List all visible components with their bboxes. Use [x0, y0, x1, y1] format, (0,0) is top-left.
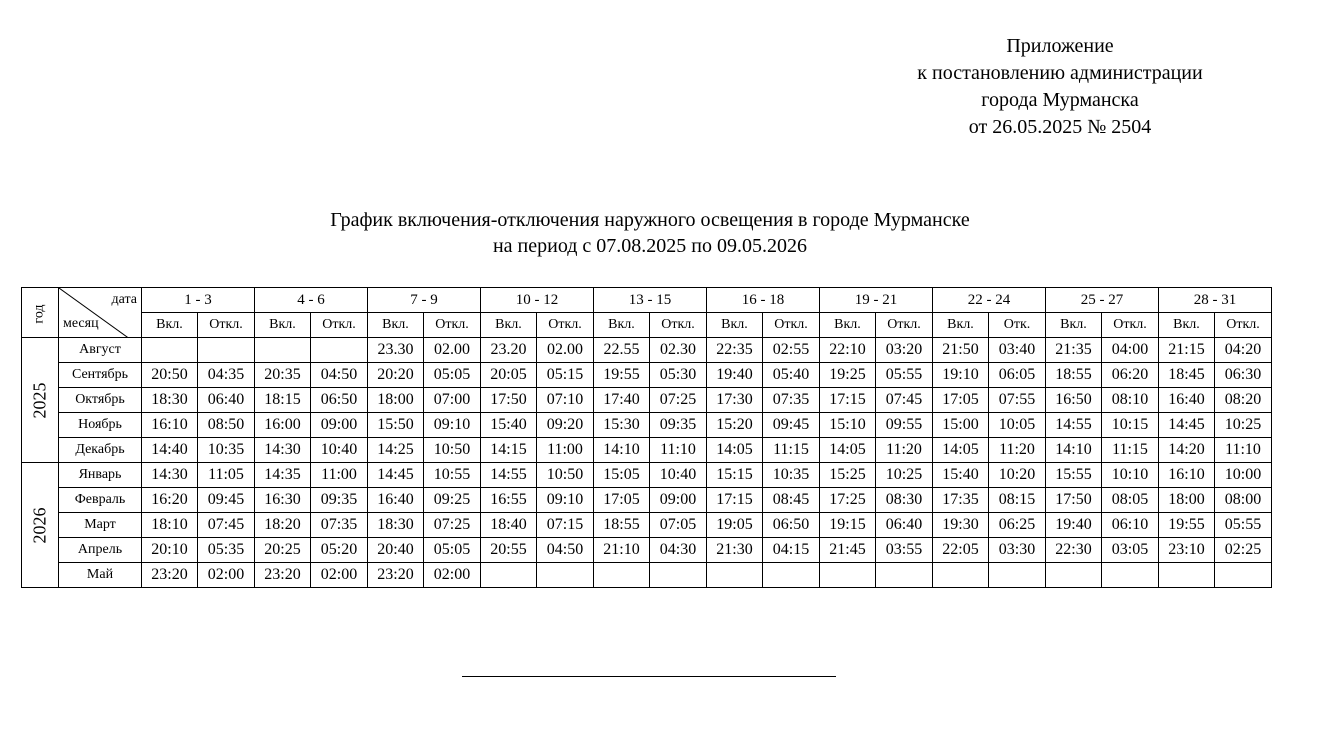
table-row [22, 463, 1272, 488]
on-time-cell: 14:05 [707, 438, 763, 463]
off-time-cell: 08:15 [989, 488, 1046, 513]
off-time-cell: 10:50 [424, 438, 481, 463]
off-time-cell: 07:35 [763, 388, 820, 413]
month-name-cell: Декабрь [59, 438, 142, 463]
on-time-header: Вкл. [1159, 313, 1215, 338]
year-cell [22, 463, 59, 588]
off-time-cell: 11:05 [198, 463, 255, 488]
off-time-cell: 09:45 [198, 488, 255, 513]
off-time-cell: 07:15 [537, 513, 594, 538]
off-time-cell: 07:10 [537, 388, 594, 413]
on-time-cell: 20:10 [142, 538, 198, 563]
date-range-header: 10 - 12 [481, 288, 594, 313]
off-time-cell [537, 563, 594, 588]
off-time-cell: 10:00 [1215, 463, 1272, 488]
off-time-cell: 08:05 [1102, 488, 1159, 513]
off-time-cell: 09:00 [650, 488, 707, 513]
off-time-cell: 09:10 [537, 488, 594, 513]
off-time-cell: 10:20 [989, 463, 1046, 488]
year-header-cell [22, 288, 59, 338]
date-range-header: 16 - 18 [707, 288, 820, 313]
on-time-cell: 15:40 [481, 413, 537, 438]
on-time-cell: 15:55 [1046, 463, 1102, 488]
year-label: 2026 [29, 507, 50, 543]
on-time-cell: 20:35 [255, 363, 311, 388]
on-time-cell: 23:20 [142, 563, 198, 588]
off-time-cell: 02:00 [424, 563, 481, 588]
on-time-cell: 14:20 [1159, 438, 1215, 463]
off-time-cell: 06:10 [1102, 513, 1159, 538]
on-time-cell: 20:50 [142, 363, 198, 388]
on-time-cell: 16:40 [368, 488, 424, 513]
on-time-cell: 23.30 [368, 338, 424, 363]
off-time-cell: 06:30 [1215, 363, 1272, 388]
off-time-cell: 02.30 [650, 338, 707, 363]
on-time-cell: 14:45 [1159, 413, 1215, 438]
on-time-cell: 14:15 [481, 438, 537, 463]
off-time-cell: 07:45 [876, 388, 933, 413]
on-time-cell: 21:45 [820, 538, 876, 563]
date-range-header: 4 - 6 [255, 288, 368, 313]
off-time-cell: 11:10 [650, 438, 707, 463]
title-line-1: График включения-отключения наружного освещения в городе Мурманске [330, 209, 970, 231]
off-time-header: Отк. [989, 313, 1046, 338]
off-time-cell: 09:35 [650, 413, 707, 438]
on-time-cell [255, 338, 311, 363]
on-time-cell: 17:50 [481, 388, 537, 413]
month-name-cell: Октябрь [59, 388, 142, 413]
off-time-cell: 10:40 [311, 438, 368, 463]
on-time-cell: 14:35 [255, 463, 311, 488]
date-range-header: 7 - 9 [368, 288, 481, 313]
on-time-cell: 18:55 [1046, 363, 1102, 388]
on-time-cell: 21:30 [707, 538, 763, 563]
off-time-cell: 08:30 [876, 488, 933, 513]
off-time-cell: 09:25 [424, 488, 481, 513]
on-time-cell: 21:15 [1159, 338, 1215, 363]
on-time-cell: 14:45 [368, 463, 424, 488]
year-label: 2025 [29, 382, 50, 418]
off-time-cell: 11:20 [989, 438, 1046, 463]
off-time-cell: 10:35 [763, 463, 820, 488]
on-time-cell: 16:10 [1159, 463, 1215, 488]
off-time-cell: 06:40 [198, 388, 255, 413]
off-time-cell: 09:10 [424, 413, 481, 438]
off-time-cell: 07:05 [650, 513, 707, 538]
on-time-cell [707, 563, 763, 588]
month-name-cell: Ноябрь [59, 413, 142, 438]
off-time-cell: 07:25 [650, 388, 707, 413]
on-time-cell: 15:25 [820, 463, 876, 488]
off-time-cell: 05:55 [876, 363, 933, 388]
on-time-cell: 22:35 [707, 338, 763, 363]
on-time-cell: 18:30 [368, 513, 424, 538]
table-row [22, 413, 1272, 438]
off-time-cell: 10:15 [1102, 413, 1159, 438]
on-time-cell: 17:05 [933, 388, 989, 413]
off-time-cell: 02:00 [311, 563, 368, 588]
on-time-cell: 20:05 [481, 363, 537, 388]
off-time-cell: 07:25 [424, 513, 481, 538]
on-time-cell: 16:50 [1046, 388, 1102, 413]
off-time-cell: 05:55 [1215, 513, 1272, 538]
table-row [22, 438, 1272, 463]
on-time-cell: 20:55 [481, 538, 537, 563]
off-time-cell [1102, 563, 1159, 588]
date-range-header: 1 - 3 [142, 288, 255, 313]
on-time-cell: 18:55 [594, 513, 650, 538]
off-time-cell: 03:40 [989, 338, 1046, 363]
on-time-cell: 19:15 [820, 513, 876, 538]
table-row [22, 563, 1272, 588]
on-time-cell: 19:40 [707, 363, 763, 388]
document-title [200, 207, 1100, 259]
table-row [22, 513, 1272, 538]
on-time-cell [142, 338, 198, 363]
on-time-cell: 17:15 [707, 488, 763, 513]
header-row-on-off [22, 313, 1272, 338]
off-time-cell [763, 563, 820, 588]
off-time-cell: 10:25 [876, 463, 933, 488]
off-time-header: Откл. [650, 313, 707, 338]
title-line-2: на период с 07.08.2025 по 09.05.2026 [492, 235, 808, 257]
off-time-cell: 07:55 [989, 388, 1046, 413]
off-time-cell: 11:20 [876, 438, 933, 463]
on-time-header: Вкл. [707, 313, 763, 338]
on-time-header: Вкл. [255, 313, 311, 338]
off-time-cell: 08:10 [1102, 388, 1159, 413]
on-time-cell: 14:05 [820, 438, 876, 463]
off-time-cell: 11:00 [311, 463, 368, 488]
on-time-cell: 15:00 [933, 413, 989, 438]
off-time-header: Откл. [1215, 313, 1272, 338]
off-time-cell: 04:20 [1215, 338, 1272, 363]
on-time-cell: 16:55 [481, 488, 537, 513]
appendix-line-3: города Мурманска [981, 89, 1139, 111]
on-time-cell: 15:20 [707, 413, 763, 438]
on-time-cell: 19:25 [820, 363, 876, 388]
on-time-cell: 15:30 [594, 413, 650, 438]
off-time-cell: 05:40 [763, 363, 820, 388]
off-time-cell: 03:55 [876, 538, 933, 563]
on-time-cell: 17:15 [820, 388, 876, 413]
on-time-cell: 18:20 [255, 513, 311, 538]
on-time-cell: 15:40 [933, 463, 989, 488]
on-time-cell: 18:00 [1159, 488, 1215, 513]
on-time-cell: 16:40 [1159, 388, 1215, 413]
on-time-cell: 19:10 [933, 363, 989, 388]
off-time-cell: 05:05 [424, 538, 481, 563]
table-row [22, 388, 1272, 413]
off-time-cell: 08:45 [763, 488, 820, 513]
off-time-cell: 09:00 [311, 413, 368, 438]
on-time-header: Вкл. [368, 313, 424, 338]
off-time-cell: 11:10 [1215, 438, 1272, 463]
off-time-cell [311, 338, 368, 363]
month-name-cell: Февраль [59, 488, 142, 513]
appendix-line-2: к постановлению администрации [917, 62, 1203, 84]
month-name-cell: Март [59, 513, 142, 538]
on-time-cell [933, 563, 989, 588]
off-time-cell: 10:10 [1102, 463, 1159, 488]
off-time-cell: 06:20 [1102, 363, 1159, 388]
table-row [22, 488, 1272, 513]
on-time-cell: 14:55 [1046, 413, 1102, 438]
on-time-cell: 14:30 [142, 463, 198, 488]
off-time-cell: 11:15 [763, 438, 820, 463]
on-time-cell [481, 563, 537, 588]
off-time-cell: 02:00 [198, 563, 255, 588]
on-time-cell: 17:05 [594, 488, 650, 513]
on-time-cell: 19:40 [1046, 513, 1102, 538]
on-time-cell: 17:40 [594, 388, 650, 413]
on-time-cell: 19:30 [933, 513, 989, 538]
on-time-cell: 15:15 [707, 463, 763, 488]
on-time-cell: 22:05 [933, 538, 989, 563]
on-time-header: Вкл. [933, 313, 989, 338]
on-time-cell: 21:10 [594, 538, 650, 563]
on-time-cell: 17:30 [707, 388, 763, 413]
on-time-cell: 16:20 [142, 488, 198, 513]
off-time-cell: 10:40 [650, 463, 707, 488]
date-range-header: 25 - 27 [1046, 288, 1159, 313]
off-time-cell: 10:35 [198, 438, 255, 463]
date-month-corner-cell [59, 288, 142, 338]
on-time-cell: 21:35 [1046, 338, 1102, 363]
on-time-cell: 22.55 [594, 338, 650, 363]
off-time-cell [989, 563, 1046, 588]
date-range-header: 28 - 31 [1159, 288, 1272, 313]
off-time-cell [876, 563, 933, 588]
on-time-cell [820, 563, 876, 588]
off-time-cell: 07:45 [198, 513, 255, 538]
on-time-cell: 19:55 [594, 363, 650, 388]
off-time-cell: 05:30 [650, 363, 707, 388]
off-time-cell: 06:25 [989, 513, 1046, 538]
appendix-header [870, 33, 1250, 141]
month-name-cell: Сентябрь [59, 363, 142, 388]
date-range-header: 22 - 24 [933, 288, 1046, 313]
on-time-cell: 20:40 [368, 538, 424, 563]
off-time-cell [650, 563, 707, 588]
off-time-cell: 10:25 [1215, 413, 1272, 438]
on-time-cell: 16:10 [142, 413, 198, 438]
on-time-cell: 14:30 [255, 438, 311, 463]
off-time-cell: 04:50 [311, 363, 368, 388]
date-header-label: дата [111, 292, 137, 307]
off-time-cell: 02:25 [1215, 538, 1272, 563]
off-time-cell [1215, 563, 1272, 588]
off-time-header: Откл. [424, 313, 481, 338]
on-time-cell: 18:30 [142, 388, 198, 413]
on-time-header: Вкл. [594, 313, 650, 338]
on-time-cell: 19:55 [1159, 513, 1215, 538]
on-time-cell: 14:55 [481, 463, 537, 488]
on-time-cell: 14:05 [933, 438, 989, 463]
off-time-cell: 04:00 [1102, 338, 1159, 363]
on-time-cell: 23:20 [368, 563, 424, 588]
year-header-label: год [32, 303, 47, 324]
off-time-cell: 06:05 [989, 363, 1046, 388]
on-time-cell: 14:10 [1046, 438, 1102, 463]
on-time-cell: 18:00 [368, 388, 424, 413]
month-header-label: месяц [63, 316, 99, 331]
on-time-cell: 18:45 [1159, 363, 1215, 388]
off-time-cell: 03:20 [876, 338, 933, 363]
on-time-cell: 15:10 [820, 413, 876, 438]
on-time-cell: 14:10 [594, 438, 650, 463]
off-time-cell: 09:35 [311, 488, 368, 513]
on-time-cell: 22:30 [1046, 538, 1102, 563]
off-time-cell: 09:45 [763, 413, 820, 438]
on-time-cell: 20:20 [368, 363, 424, 388]
on-time-cell: 23.20 [481, 338, 537, 363]
appendix-line-4: от 26.05.2025 № 2504 [968, 116, 1152, 138]
date-range-header: 13 - 15 [594, 288, 707, 313]
on-time-cell: 14:25 [368, 438, 424, 463]
date-range-header: 19 - 21 [820, 288, 933, 313]
month-name-cell: Апрель [59, 538, 142, 563]
off-time-header: Откл. [537, 313, 594, 338]
month-name-cell: Май [59, 563, 142, 588]
on-time-cell: 18:15 [255, 388, 311, 413]
off-time-cell: 06:40 [876, 513, 933, 538]
off-time-cell: 10:55 [424, 463, 481, 488]
off-time-cell: 05:20 [311, 538, 368, 563]
lighting-schedule-table [21, 287, 1272, 588]
on-time-cell: 18:40 [481, 513, 537, 538]
on-time-cell: 23:20 [255, 563, 311, 588]
off-time-cell: 08:50 [198, 413, 255, 438]
header-row-ranges [22, 288, 1272, 313]
on-time-header: Вкл. [142, 313, 198, 338]
off-time-cell: 04:15 [763, 538, 820, 563]
month-name-cell: Август [59, 338, 142, 363]
on-time-cell: 17:25 [820, 488, 876, 513]
off-time-cell: 05:05 [424, 363, 481, 388]
on-time-cell: 23:10 [1159, 538, 1215, 563]
appendix-line-1: Приложение [1006, 35, 1114, 57]
off-time-cell: 05:15 [537, 363, 594, 388]
on-time-cell [1046, 563, 1102, 588]
year-cell [22, 338, 59, 463]
off-time-cell [198, 338, 255, 363]
off-time-cell: 08:00 [1215, 488, 1272, 513]
off-time-cell: 06:50 [311, 388, 368, 413]
on-time-cell [594, 563, 650, 588]
off-time-cell: 10:05 [989, 413, 1046, 438]
footer-separator-line [462, 676, 836, 677]
month-name-cell: Январь [59, 463, 142, 488]
off-time-cell: 09:20 [537, 413, 594, 438]
schedule-body [22, 338, 1272, 588]
table-row [22, 363, 1272, 388]
off-time-cell: 02.00 [537, 338, 594, 363]
off-time-cell: 11:00 [537, 438, 594, 463]
on-time-header: Вкл. [820, 313, 876, 338]
off-time-cell: 02.00 [424, 338, 481, 363]
on-time-cell: 16:00 [255, 413, 311, 438]
on-time-cell: 17:35 [933, 488, 989, 513]
off-time-cell: 07:00 [424, 388, 481, 413]
off-time-header: Откл. [763, 313, 820, 338]
off-time-cell: 04:30 [650, 538, 707, 563]
off-time-cell: 09:55 [876, 413, 933, 438]
on-time-cell [1159, 563, 1215, 588]
on-time-cell: 14:40 [142, 438, 198, 463]
on-time-cell: 19:05 [707, 513, 763, 538]
off-time-cell: 03:30 [989, 538, 1046, 563]
on-time-header: Вкл. [1046, 313, 1102, 338]
off-time-cell: 06:50 [763, 513, 820, 538]
on-time-cell: 16:30 [255, 488, 311, 513]
on-time-cell: 15:50 [368, 413, 424, 438]
off-time-cell: 03:05 [1102, 538, 1159, 563]
off-time-cell: 04:35 [198, 363, 255, 388]
on-time-cell: 18:10 [142, 513, 198, 538]
on-time-cell: 21:50 [933, 338, 989, 363]
table-row [22, 538, 1272, 563]
on-time-header: Вкл. [481, 313, 537, 338]
off-time-header: Откл. [876, 313, 933, 338]
off-time-header: Откл. [311, 313, 368, 338]
off-time-cell: 04:50 [537, 538, 594, 563]
off-time-header: Откл. [1102, 313, 1159, 338]
off-time-cell: 11:15 [1102, 438, 1159, 463]
off-time-header: Откл. [198, 313, 255, 338]
on-time-cell: 17:50 [1046, 488, 1102, 513]
on-time-cell: 20:25 [255, 538, 311, 563]
on-time-cell: 22:10 [820, 338, 876, 363]
off-time-cell: 10:50 [537, 463, 594, 488]
off-time-cell: 05:35 [198, 538, 255, 563]
on-time-cell: 15:05 [594, 463, 650, 488]
off-time-cell: 07:35 [311, 513, 368, 538]
table-row [22, 338, 1272, 363]
off-time-cell: 08:20 [1215, 388, 1272, 413]
off-time-cell: 02:55 [763, 338, 820, 363]
